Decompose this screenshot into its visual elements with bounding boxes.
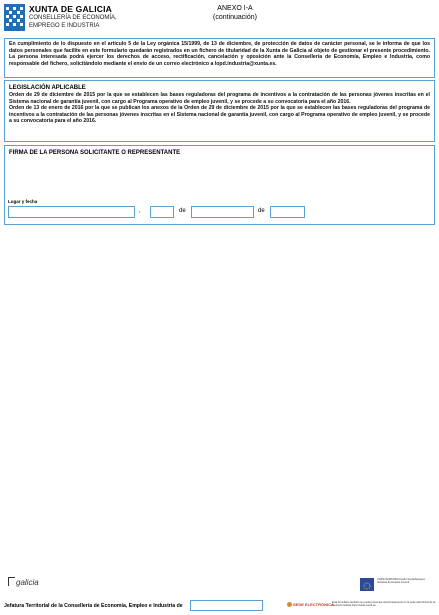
sede-icon [287, 602, 292, 607]
department-name-line1: CONSELLERÍA DE ECONOMÍA, [29, 15, 117, 21]
day-field[interactable] [150, 206, 174, 218]
month-field[interactable] [191, 206, 254, 218]
place-field[interactable] [8, 206, 135, 218]
legislation-paragraph-1: Orden de 29 de diciembre de 2015 por la que se establecen las bases reguladoras del programa de incentivos a la contratación de las personas jóvenes inscritas en el Sistema nacional de garantía juvenil, con cargo al Programa operativo de empleo juvenil, y se procede a su convocatoria para el año 2016. [9, 92, 430, 105]
electronic-submission-note: Esta formulario también se puede presentar electrónicamente en la sede electrónica de la Xunta de Galicia https://sede.xunta.es [332, 601, 436, 608]
annex-title-block [190, 4, 280, 22]
legislation-paragraph-2: Orden de 13 de enero de 2016 por la que se publican los anexos de la Orden de 29 de diciembre de 2015 por la que se establecen las bases reguladoras del programa de incentivos a la contratación de las personas jóvenes inscritas en el Sistema nacional de garantía juvenil, con cargo al Programa operativo de empleo juvenil, y se procede a su convocatoria para el año 2016. [9, 105, 430, 125]
eu-flag-icon [360, 578, 374, 588]
comma-separator: , [139, 208, 141, 214]
legislation-box [4, 80, 435, 142]
de-separator-2: de [258, 208, 265, 214]
legislation-heading: LEGISLACIÓN APLICABLE [9, 85, 86, 91]
year-field[interactable] [270, 206, 305, 218]
xunta-logo-icon [4, 4, 25, 31]
sede-electronica-logo [287, 602, 334, 607]
galicia-mark-icon [8, 577, 15, 586]
territorial-office-label: Jefatura Territorial de la Consellería de Economía, Empleo e Industria de [4, 603, 183, 609]
sede-label: SEDE ELECTRÓNICA [293, 602, 334, 607]
place-date-label: Lugar y fecha [8, 199, 38, 204]
territorial-office-field[interactable] [190, 600, 263, 611]
annex-subtitle: (continuación) [213, 14, 257, 21]
de-separator-1: de [179, 208, 186, 214]
signature-heading: FIRMA DE LA PERSONA SOLICITANTE O REPRESENTANTE [9, 150, 181, 156]
annex-title: ANEXO I-A [217, 5, 253, 12]
eu-funding-text: UNIÓN EUROPEA Fondo Social Europeo Iniciativa de Empleo Juvenil [377, 578, 426, 585]
privacy-notice-box [4, 38, 435, 78]
privacy-notice-text: En cumplimiento de lo dispuesto en el artículo 5 de la Ley orgánica 15/1999, de 13 de diciembre, de protección de datos de carácter personal, se le informa de que los datos personales que facilite en este formulario quedarán registrados en un fichero de titularidad de la Xunta de Galicia al objeto de gestionar el presente procedimiento. La persona interesada podrá ejercer los derechos de acceso, rectificación, cancelación y oposición ante la Consellería de Economía, Empleo e Industria, como responsable del fichero, solicitándolo mediante el envío de un correo electrónico a lopd.industria@xunta.es. [9, 41, 430, 67]
galicia-logo-text: galicia [16, 578, 39, 587]
department-name-line2: EMPREGO E INDUSTRIA [29, 23, 100, 29]
galicia-logo [8, 577, 39, 587]
org-name: XUNTA DE GALICIA [29, 4, 113, 14]
